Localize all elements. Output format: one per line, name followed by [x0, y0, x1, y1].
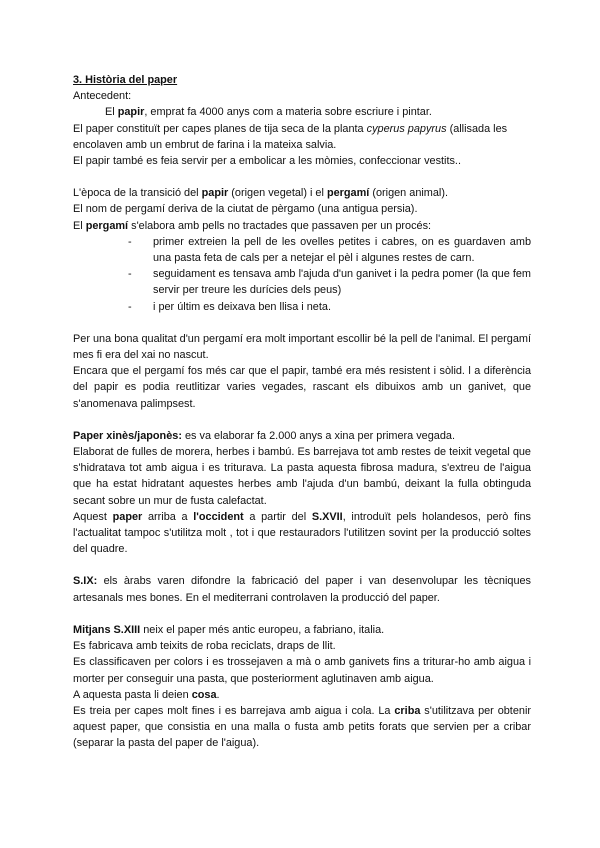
- section-title: 3. Història del paper: [73, 74, 178, 86]
- xines-heading: Paper xinès/japonès: es va elaborar fa 2.000 anys a xina per primera vegada.: [73, 429, 455, 442]
- process-list: [73, 234, 531, 315]
- criba-paragraph: Es treia per capes molt fines i es barrejava amb aigua i cola. La criba s'utilitzava per obtenir aquest paper, que consistia en una malla o fusta amb petits forats que servien per a cribar (separar la pasta del paper de l'aigua).: [73, 704, 531, 750]
- cosa-line: A aquesta pasta li deien cosa.: [73, 688, 220, 701]
- palimpsest-paragraph: Encara que el pergamí fos més car que el papir, també era més resistent i sòlid. l a diferència del papir es podia reutlitizar varies vegades, rascant els dibuixos amb un ganivet, que s'anomenava palimpsest.: [73, 365, 531, 410]
- dash-marker: -: [128, 235, 132, 248]
- dash-marker: -: [128, 300, 132, 313]
- list-item: - i per últim es deixava ben llisa i neta.: [128, 299, 531, 315]
- classificaven-paragraph: Es classificaven per colors i es trossejaven a mà o amb ganivets fins a triturar-ho amb aigua i morter per conseguir una pasta, que posteriorment aglutinaven amb aigua.: [73, 656, 531, 685]
- six-paragraph: S.IX: els àrabs varen difondre la fabricació del paper i van desenvolupar les tècniques artesanals mes bones. En el mediterrani controlaven la producció del paper.: [73, 575, 531, 604]
- list-item: - primer extreien la pell de les ovelles petites i cabres, on es guardaven amb una pasta feta de cals per a netejar el pèl i algunes restes de carn.: [128, 235, 531, 265]
- teixits-line: Es fabricava amb teixits de roba reciclats, draps de llit.: [73, 640, 336, 653]
- antecedent-line-papir: El papir, emprat fa 4000 anys com a materia sobre escriure i pintar.: [105, 106, 432, 119]
- antecedent-line-momies: El papir també es feia servir per a embolicar a les mòmies, confeccionar vestits..: [73, 155, 461, 168]
- document-page: [73, 72, 531, 752]
- qualitat-paragraph: Per una bona qualitat d'un pergamí era molt important escollir bé la pell de l'animal. El pergamí mes fi era del xai no nascut.: [73, 332, 531, 362]
- xines-paragraph: Elaborat de fulles de morera, herbes i bambú. Es barrejava tot amb restes de teixit vegetal que s'hidratava tot amb aigua i es triturava. La pasta aquesta fibrosa madura, s'extreu de l'aigua que ha estat hidratant aquestes herbes amb l'ajuda d'un bambú, deixant la fulla obtinguda secant sobre un mur de fusta calefactat.: [73, 446, 531, 507]
- transicio-line: L'època de la transició del papir (origen vegetal) i el pergamí (origen animal).: [73, 187, 448, 200]
- dash-marker: -: [128, 268, 132, 281]
- antecedent-line-cyperus: El paper constituït per capes planes de tija seca de la planta cyperus papyrus (allisada les encolaven amb un embrut de farina i la mateixa salvia.: [73, 122, 508, 151]
- antecedent-label: Antecedent:: [73, 90, 132, 103]
- mitjans-heading: Mitjans S.XIII neix el paper més antic europeu, a fabriano, italia.: [73, 623, 385, 636]
- pergamo-line: El nom de pergamí deriva de la ciutat de pèrgamo (una antigua persia).: [73, 203, 418, 216]
- pergami-process-line: El pergamí s'elabora amb pells no tractades que passaven per un procés:: [73, 219, 432, 232]
- occident-paragraph: Aquest paper arriba a l'occident a partir del S.XVII, introduït pels holandesos, però fins l'actualitat tampoc s'utilitza molt , tot i que restauradors l'utilitzen sovint per la producció soltes del quadre.: [73, 510, 532, 556]
- list-item: - seguidament es tensava amb l'ajuda d'un ganivet i la pedra pomer (la que fem servir per treure les durícies dels peus): [128, 268, 531, 297]
